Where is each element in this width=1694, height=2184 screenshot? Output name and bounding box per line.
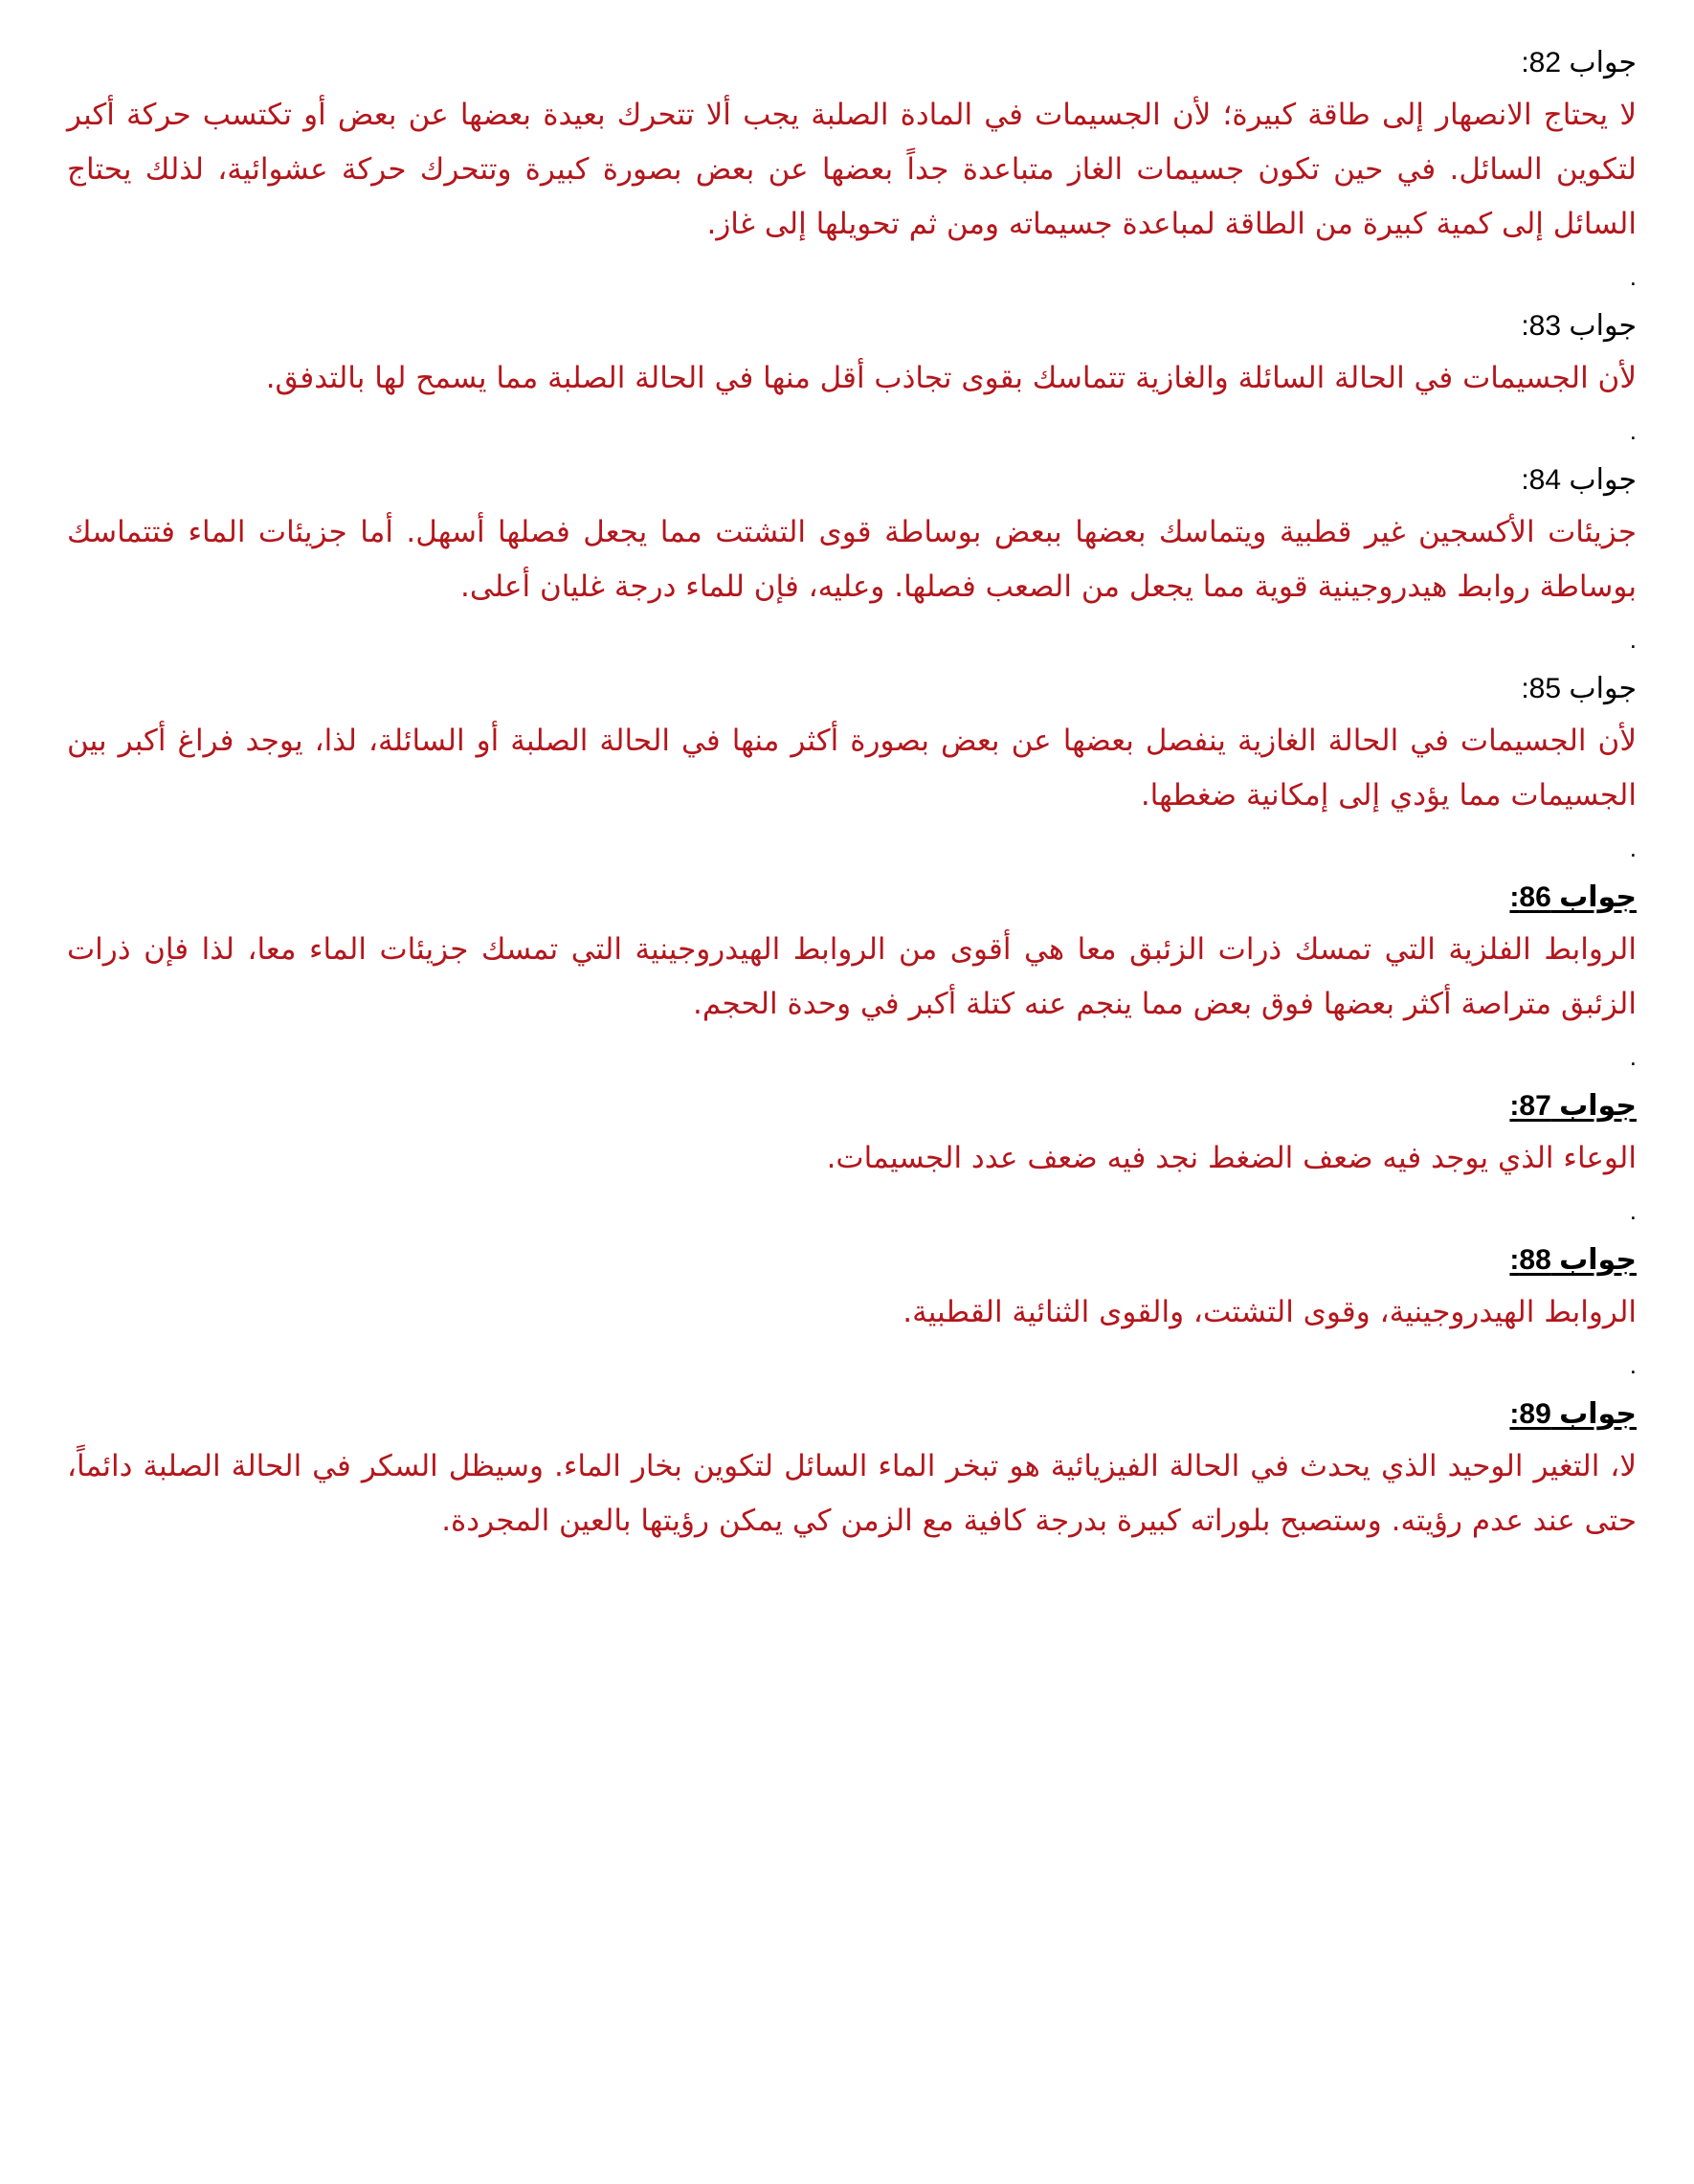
separator-dot: . [1629,416,1637,445]
answer-text: لا، التغير الوحيد الذي يحدث في الحالة الفيزيائية هو تبخر الماء السائل لتكوين بخار الماء. وسيظل السكر في الحالة الصلبة دائماً، حتى عند عدم رؤيته. وستصبح بلوراته كبيرة بدرجة كافية مع الزمن كي يمكن رؤيتها بالعين المجردة. [67,1449,1637,1538]
answer-heading: جواب 86: [1509,881,1637,913]
answer-heading: جواب 82: [1521,47,1637,78]
answer-heading: جواب 89: [1509,1398,1637,1430]
answer-heading: جواب 87: [1509,1090,1637,1122]
answer-83 [67,301,1637,406]
answer-88 [67,1236,1637,1340]
separator-dot: . [1629,834,1637,862]
answer-82 [67,38,1637,252]
answer-text: لأن الجسيمات في الحالة الغازية ينفصل بعضها عن بعض بصورة أكثر منها في الحالة الصلبة أو السائلة، لذا، يوجد فراغ أكبر بين الجسيمات مما يؤدي إلى إمكانية ضغطها. [67,724,1637,813]
answers-page [67,38,1637,1549]
separator-dot: . [1629,1350,1637,1379]
answer-text: الوعاء الذي يوجد فيه ضعف الضغط نجد فيه ضعف عدد الجسيمات. [826,1141,1637,1175]
answer-heading: جواب 85: [1521,673,1637,704]
answer-87 [67,1081,1637,1186]
answer-text: الروابط الفلزية التي تمسك ذرات الزئبق معا هي أقوى من الروابط الهيدروجينية التي تمسك جزيئات الماء معا، لذا فإن ذرات الزئبق متراصة أكثر بعضها فوق بعض مما ينجم عنه كتلة أكبر في وحدة الحجم. [67,932,1637,1021]
answer-heading: جواب 88: [1509,1244,1637,1276]
answer-text: الروابط الهيدروجينية، وقوى التشتت، والقوى الثنائية القطبية. [903,1295,1637,1329]
answer-85 [67,664,1637,823]
answer-heading: جواب 83: [1521,310,1637,342]
answer-84 [67,456,1637,614]
answer-89 [67,1390,1637,1549]
answer-86 [67,873,1637,1032]
answer-heading: جواب 84: [1521,464,1637,496]
separator-dot: . [1629,1196,1637,1225]
separator-dot: . [1629,262,1637,291]
separator-dot: . [1629,1042,1637,1071]
separator-dot: . [1629,625,1637,654]
answer-text: جزيئات الأكسجين غير قطبية ويتماسك بعضها ببعض بوساطة قوى التشتت مما يجعل فصلها أسهل. أما جزيئات الماء فتتماسك بوساطة روابط هيدروجينية قوية مما يجعل من الصعب فصلها. وعليه، فإن للماء درجة غليان أعلى. [67,515,1637,604]
answer-text: لا يحتاج الانصهار إلى طاقة كبيرة؛ لأن الجسيمات في المادة الصلبة يجب ألا تتحرك بعيدة بعضها عن بعض أو تكتسب حركة أكبر لتكوين السائل. في حين تكون جسيمات الغاز متباعدة جداً بعضها عن بعض بصورة كبيرة وتتحرك حركة عشوائية، لذلك يحتاج السائل إلى كمية كبيرة من الطاقة لمباعدة جسيماته ومن ثم تحويلها إلى غاز. [67,98,1637,241]
answer-text: لأن الجسيمات في الحالة السائلة والغازية تتماسك بقوى تجاذب أقل منها في الحالة الصلبة مما يسمح لها بالتدفق. [265,361,1637,395]
